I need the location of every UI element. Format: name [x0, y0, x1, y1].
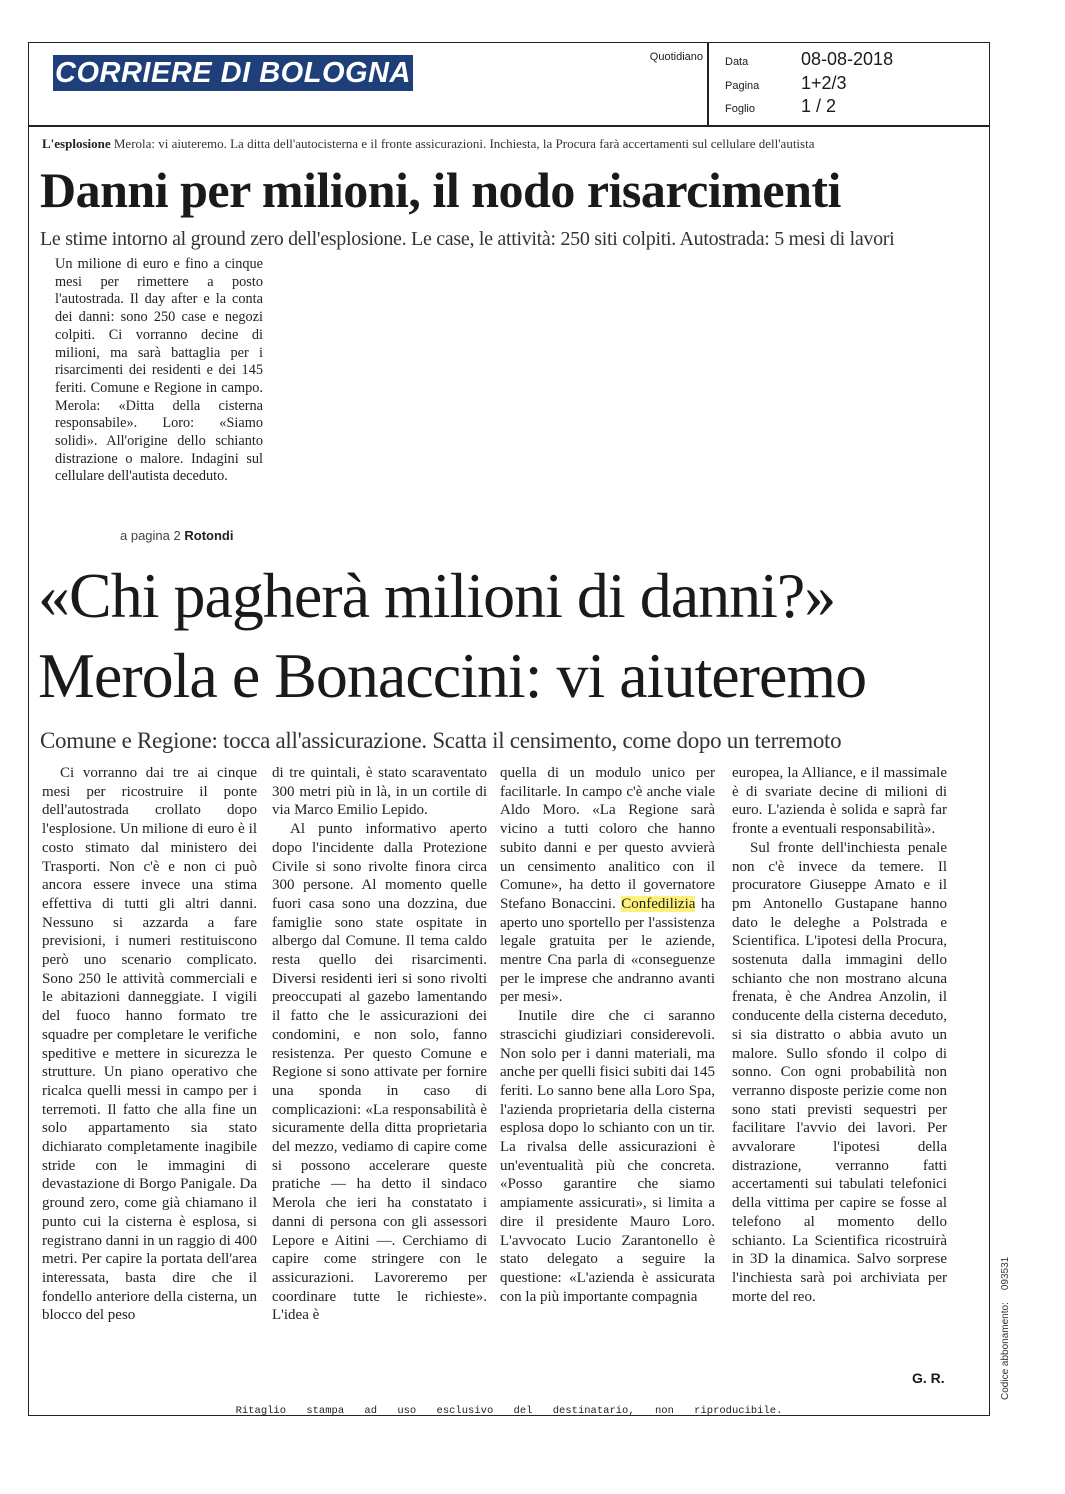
main-headline-line2: Merola e Bonaccini: vi aiuteremo — [38, 640, 867, 711]
page-reference-prefix: a pagina 2 — [120, 528, 181, 543]
col3-paragraph-1 — [500, 764, 715, 1007]
kicker-line — [42, 136, 982, 152]
page-value: 1+2/3 — [801, 73, 847, 93]
main-subheadline: Comune e Regione: tocca all'assicurazione. Scatta il censimento, come dopo un terremoto — [40, 728, 842, 753]
newspaper-logo: CORRIERE DI BOLOGNA — [53, 55, 413, 91]
col2-paragraph-2: Al punto informativo aperto dopo l'incidente dalla Protezione Civile si sono rivolte finora circa 300 persone. Al momento quelle fuori casa sono una dozzina, due famiglie sono state ospitate in albergo dal Comune. Il tema caldo resta quello dei risarcimenti. Diversi residenti ieri si sono rivolti preoccupati al gazebo lamentando il fatto che le assicurazioni dei condomini, e non solo, fanno resistenza. Per questo Comune e Regione si sono attivate per fornire una sponda in caso di complicazioni: «La responsabilità è sicuramente della ditta proprietaria del mezzo, vediamo di capire come si possono accelerare queste pratiche — ha detto il sindaco Merola che ieri ha constatato i danni di persona con gli assessori Lepore e Aitini —. Cerchiamo di capire come stringere con le assicurazioni. Lavoreremo per coordinare tutte le richieste». L'idea è — [272, 821, 487, 1324]
meta-box — [708, 42, 990, 126]
body-column-4 — [732, 764, 947, 1306]
page-reference-author: Rotondi — [184, 528, 234, 543]
kicker-keyword: L'esplosione — [42, 136, 111, 151]
body-column-2 — [272, 764, 487, 1325]
meta-sheet-row — [725, 96, 836, 117]
col4-paragraph-1: europea, la Alliance, e il massimale è di svariate decine di milioni di euro. L'azienda è solida e saprà far fronte a eventuali responsabilità». — [732, 765, 947, 838]
front-summary: Un milione di euro e fino a cinque mesi per rimettere a posto l'autostrada. Il day after e la conta dei danni: sono 250 case e negozi colpiti. Ci vorranno decine di milioni, ma sarà battaglia per i risarcimenti dei residenti e dei 145 feriti. Comune e Regione in campo. Merola: «Ditta della cisterna responsabile». Loro: «Siamo solidi». All'origine dello schianto distrazione o malore. Indagini sul cellulare dell'autista deceduto. — [55, 256, 263, 485]
subscription-number: 093531 — [1000, 1256, 1011, 1291]
subscription-code — [1000, 1257, 1011, 1400]
page-reference — [120, 528, 233, 543]
col3-text-b: ha aperto uno sportello per l'assistenza legale gratuita per le aziende, mentre Cna parla di «conseguenze per le imprese che andranno avanti per mesi». — [500, 895, 716, 1006]
byline: G. R. — [912, 1370, 945, 1386]
sheet-value: 1 / 2 — [801, 96, 837, 116]
clipping-disclaimer: Ritaglio stampa ad uso esclusivo del destinatario, non riproducibile. — [235, 1405, 783, 1417]
front-subheadline: Le stime intorno al ground zero dell'esplosione. Le case, le attività: 250 siti colpiti. Autostrada: 5 mesi di lavori — [40, 228, 895, 250]
date-value: 08-08-2018 — [801, 49, 894, 69]
date-label: Data — [725, 56, 749, 68]
body-column-1: Ci vorranno dai tre ai cinque mesi per ricostruire il ponte dell'autostrada crollato dopo l'esplosione. Un milione di euro è il costo stimato dal ministero dei Trasporti. Non c'è e non ci può ancora essere invece una stima effettiva di tutti gli altri danni. Nessuno si azzarda a fare previsioni, i numeri restituiscono però uno scenario complicato. Sono 250 le attività commerciali e le abitazioni danneggiate. I vigili del fuoco hanno formato tre squadre per completare le verifiche speditive e mettere in sicurezza le strutture. Un piano operativo che ricalca quelli messi in campo per i terremoti. Il fatto che alla fine un solo appartamento sia stato dichiarato completamente inagibile stride con le immagini di devastazione di Borgo Panigale. Da ground zero, come già chiamano il punto cui la cisterna è esplosa, si registrano danni in un raggio di 400 metri. Per capire la portata dell'area interessata, basta dire che il fondello anteriore della cisterna, un blocco del peso — [42, 765, 257, 1324]
col3-text-a: quella di un modulo unico per facilitarle. In campo c'è anche viale Aldo Moro. «La Regione sarà vicino a tutti coloro che hanno subito danni e per questo avvierà un censimento analitico con il Comune», ha detto il governatore Stefano Bonaccini. — [500, 765, 715, 912]
masthead-box — [28, 42, 708, 126]
body-column-3 — [500, 764, 715, 1306]
highlighted-keyword: Confedilizia — [621, 895, 696, 912]
frequency-label: Quotidiano — [649, 51, 703, 63]
col4-paragraph-2: Sul fronte dell'inchiesta penale non c'è invece da temere. Il procuratore Giuseppe Amato e il pm Antonello Gustapane hanno dato le deleghe a Polstrada e Scientifica. L'ipotesi della Procura, sostenuta dalla immagini dello schianto che non mostrano alcuna frenata, è che Andrea Anzolin, il conducente della cisterna deceduto, si sia distratto o abbia avuto un malore. Sullo sfondo il colpo di sonno. Con ogni probabilità non verranno disposte perizie come non sono stati previsti sequestri per facilitare l'avvio dei lavori. Per avvalorare l'ipotesi della distrazione, verranno fatti accertamenti sui tabulati telefonici della vittima per capire se fosse al telefono al momento dello schianto. La Scientifica ricostruirà in 3D la dinamica. Salvo sorprese l'inchiesta sarà poi archiviata per morte del reo. — [732, 839, 947, 1305]
kicker-text: Merola: vi aiuteremo. La ditta dell'autocisterna e il fronte assicurazioni. Inchiesta, la Procura farà accertamenti sul cellulare dell'autista — [113, 136, 815, 151]
page-label: Pagina — [725, 80, 760, 92]
col3-paragraph-2: Inutile dire che ci saranno strascichi giudiziari considerevoli. Non solo per i danni materiali, ma anche per quelli fisici subiti dai 145 feriti. Lo sanno bene alla Loro Spa, l'azienda proprietaria della cisterna esplosa dopo lo schianto con un tir. La rivalsa delle assicurazioni è un'eventualità più che concreta. «Posso garantire che siamo ampiamente assicurati», si limita a dire il presidente Mauro Loro. L'avvocato Lucio Zarantonello è stato delegato a seguire la questione: «L'azienda è assicurata con la più importante compagnia — [500, 1008, 715, 1305]
main-headline-line1: «Chi pagherà milioni di danni?» — [38, 560, 836, 631]
front-headline: Danni per milioni, il nodo risarcimenti — [40, 162, 841, 218]
meta-date-row — [725, 49, 893, 70]
sheet-label: Foglio — [725, 103, 755, 115]
subscription-label: Codice abbonamento: — [1000, 1302, 1011, 1400]
meta-page-row — [725, 73, 847, 94]
col2-paragraph-1: di tre quintali, è stato scaraventato 300 metri più in là, in un cortile di via Marco Emilio Lepido. — [272, 765, 487, 819]
